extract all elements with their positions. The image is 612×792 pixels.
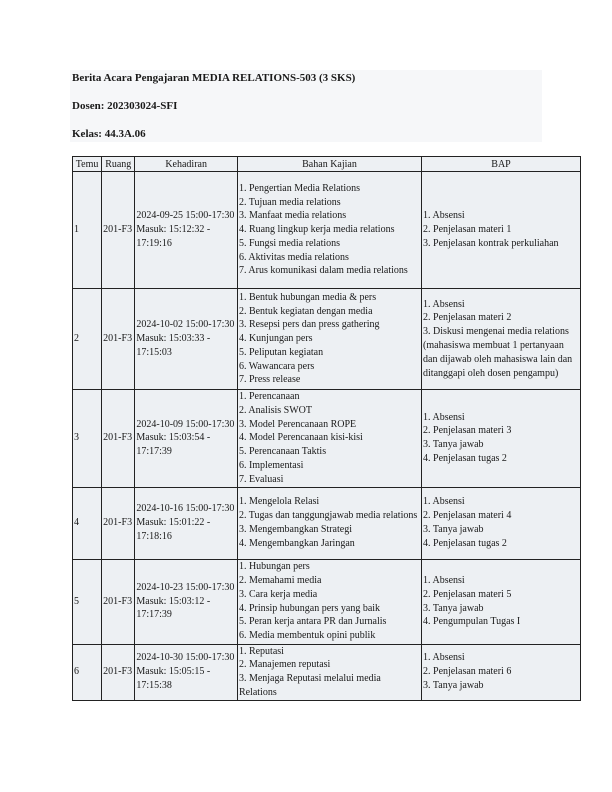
column-header-bap: BAP	[422, 157, 581, 172]
bap-item: 3. Tanya jawab	[423, 524, 484, 536]
bahan-kajian-item: 1. Perencanaan	[238, 391, 300, 402]
bap-item: 2. Penjelasan materi 1	[423, 224, 512, 236]
bahan-kajian-item: 6. Aktivitas media relations	[238, 251, 349, 263]
lecturer-line: Dosen: 202303024-SFI	[72, 100, 178, 112]
cell-temu: 1	[73, 172, 102, 289]
column-header-bahan-kajian: Bahan Kajian	[237, 157, 421, 172]
class-line: Kelas: 44.3A.06	[72, 128, 146, 140]
bahan-kajian-item: 4. Mengembangkan Jaringan	[238, 537, 355, 549]
cell-ruang: 201-F3	[102, 644, 135, 700]
bahan-kajian-item: 5. Perencanaan Taktis	[238, 446, 327, 458]
cell-bap	[422, 644, 581, 700]
table-row	[73, 172, 581, 289]
bahan-kajian-item: 2. Memahami media	[238, 574, 322, 586]
bahan-kajian-item: 3. Model Perencanaan ROPE	[238, 418, 357, 430]
cell-temu: 3	[73, 390, 102, 488]
cell-bahan-kajian	[237, 559, 421, 644]
cell-bahan-kajian	[237, 289, 421, 390]
course-title: Berita Acara Pengajaran MEDIA RELATIONS-503 (3 SKS)	[72, 72, 356, 84]
bahan-kajian-item: 6. Implementasi	[238, 459, 304, 471]
cell-kehadiran: 2024-10-16 15:00-17:30 Masuk: 15:01:22 - 17:18:16	[135, 487, 238, 559]
bap-item: 3. Tanya jawab	[423, 439, 484, 451]
cell-bap	[422, 487, 581, 559]
bahan-kajian-item: 4. Model Perencanaan kisi-kisi	[238, 432, 363, 444]
bahan-kajian-item: 1. Reputasi	[238, 645, 284, 657]
bap-item: 3. Penjelasan kontrak perkuliahan	[423, 237, 559, 249]
bap-item: 1. Absensi	[423, 574, 465, 586]
cell-ruang: 201-F3	[102, 487, 135, 559]
bahan-kajian-item: 2. Tujuan media relations	[238, 196, 341, 208]
cell-bap	[422, 172, 581, 289]
bap-item: 1. Absensi	[423, 411, 465, 423]
bahan-kajian-item: 1. Mengelola Relasi	[238, 496, 320, 508]
cell-bahan-kajian	[237, 390, 421, 488]
cell-bahan-kajian	[237, 172, 421, 289]
cell-bahan-kajian	[237, 487, 421, 559]
bap-item: 1. Absensi	[423, 496, 465, 508]
table-row	[73, 390, 581, 488]
bahan-kajian-item: 7. Evaluasi	[238, 473, 284, 485]
bahan-kajian-item: 4. Prinsip hubungan pers yang baik	[238, 602, 381, 614]
column-header-temu: Temu	[73, 157, 102, 172]
bahan-kajian-item: 3. Cara kerja media	[238, 588, 318, 600]
bap-item: 2. Penjelasan materi 2	[423, 312, 512, 324]
bahan-kajian-item: 5. Peran kerja antara PR dan Jurnalis	[238, 616, 387, 628]
cell-ruang: 201-F3	[102, 289, 135, 390]
bahan-kajian-item: 5. Peliputan kegiatan	[238, 346, 324, 358]
teaching-record-table	[72, 156, 581, 701]
table-body	[73, 172, 581, 701]
bap-item: 4. Penjelasan tugas 2	[423, 537, 507, 549]
bahan-kajian-item: 7. Press release	[238, 374, 301, 386]
cell-bap	[422, 390, 581, 488]
table-header-row	[73, 157, 581, 172]
bahan-kajian-item: 2. Analisis SWOT	[238, 404, 313, 416]
bap-item: 2. Penjelasan materi 4	[423, 510, 512, 522]
cell-ruang: 201-F3	[102, 172, 135, 289]
cell-kehadiran: 2024-09-25 15:00-17:30 Masuk: 15:12:32 - 17:19:16	[135, 172, 238, 289]
bahan-kajian-item: 4. Ruang lingkup kerja media relations	[238, 224, 395, 236]
bap-item: 3. Diskusi mengenai media relations (mahasiswa membuat 1 pertanyaan dan dijawab oleh mahasiswa lain dan ditanggapi oleh dosen pengampu)	[423, 326, 573, 379]
cell-ruang: 201-F3	[102, 559, 135, 644]
cell-bahan-kajian	[237, 644, 421, 700]
table-row	[73, 559, 581, 644]
bap-item: 2. Penjelasan materi 5	[423, 588, 512, 600]
bap-item: 1. Absensi	[423, 210, 465, 222]
column-header-kehadiran: Kehadiran	[135, 157, 238, 172]
cell-temu: 4	[73, 487, 102, 559]
cell-kehadiran: 2024-10-23 15:00-17:30 Masuk: 15:03:12 - 17:17:39	[135, 559, 238, 644]
bap-item: 1. Absensi	[423, 652, 465, 664]
bap-item: 2. Penjelasan materi 3	[423, 425, 512, 437]
bahan-kajian-item: 3. Menjaga Reputasi melalui media Relations	[238, 673, 381, 698]
bap-item: 4. Penjelasan tugas 2	[423, 453, 507, 465]
cell-ruang: 201-F3	[102, 390, 135, 488]
cell-temu: 5	[73, 559, 102, 644]
bahan-kajian-item: 3. Manfaat media relations	[238, 210, 347, 222]
bap-item: 2. Penjelasan materi 6	[423, 666, 512, 678]
table-row	[73, 487, 581, 559]
bahan-kajian-item: 5. Fungsi media relations	[238, 237, 341, 249]
bahan-kajian-item: 1. Bentuk hubungan media & pers	[238, 291, 377, 303]
bahan-kajian-item: 3. Mengembangkan Strategi	[238, 524, 352, 536]
cell-kehadiran: 2024-10-09 15:00-17:30 Masuk: 15:03:54 - 17:17:39	[135, 390, 238, 488]
bahan-kajian-item: 1. Hubungan pers	[238, 561, 310, 573]
column-header-ruang: Ruang	[102, 157, 135, 172]
bahan-kajian-item: 2. Tugas dan tanggungjawab media relations	[238, 510, 418, 522]
bahan-kajian-item: 2. Bentuk kegiatan dengan media	[238, 305, 373, 317]
bap-item: 3. Tanya jawab	[423, 602, 484, 614]
bap-item: 1. Absensi	[423, 298, 465, 310]
cell-bap	[422, 559, 581, 644]
bap-item: 4. Pengumpulan Tugas I	[423, 616, 521, 628]
cell-bap	[422, 289, 581, 390]
bap-item: 3. Tanya jawab	[423, 680, 484, 692]
bahan-kajian-item: 1. Pengertian Media Relations	[238, 182, 361, 194]
table-row	[73, 289, 581, 390]
bahan-kajian-item: 2. Manajemen reputasi	[238, 659, 331, 671]
table-row	[73, 644, 581, 700]
bahan-kajian-item: 6. Wawancara pers	[238, 360, 315, 372]
bahan-kajian-item: 3. Resepsi pers dan press gathering	[238, 319, 380, 331]
cell-kehadiran: 2024-10-02 15:00-17:30 Masuk: 15:03:33 - 17:15:03	[135, 289, 238, 390]
cell-temu: 6	[73, 644, 102, 700]
bahan-kajian-item: 4. Kunjungan pers	[238, 333, 313, 345]
bahan-kajian-item: 6. Media membentuk opini publik	[238, 630, 376, 642]
bahan-kajian-item: 7. Arus komunikasi dalam media relations	[238, 265, 408, 277]
cell-kehadiran: 2024-10-30 15:00-17:30 Masuk: 15:05:15 - 17:15:38	[135, 644, 238, 700]
cell-temu: 2	[73, 289, 102, 390]
